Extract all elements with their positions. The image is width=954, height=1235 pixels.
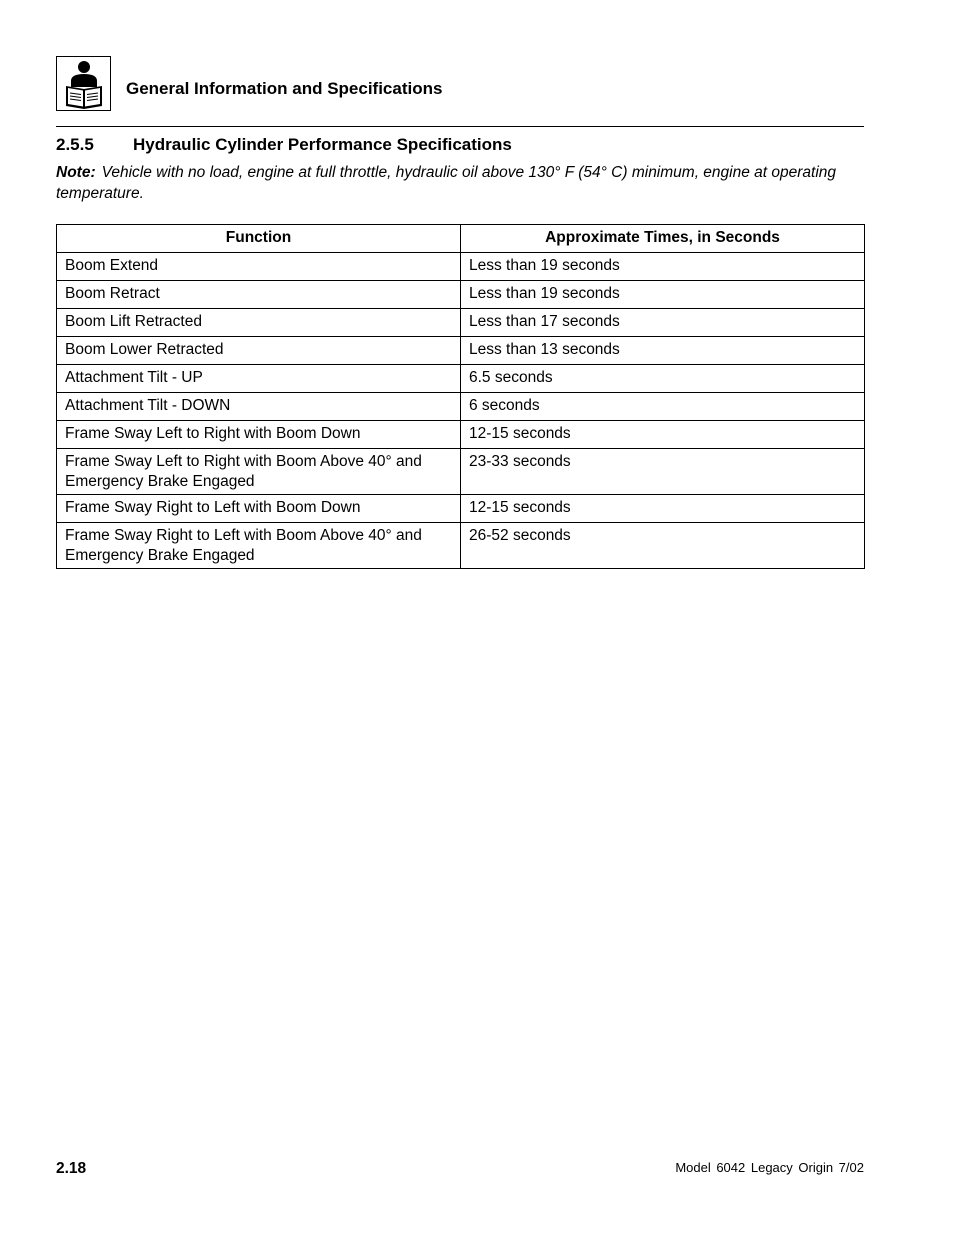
table-header-row <box>57 225 865 253</box>
function-cell: Boom Extend <box>57 253 461 281</box>
table-row <box>57 309 865 337</box>
time-cell: 6.5 seconds <box>461 365 865 393</box>
function-cell: Frame Sway Left to Right with Boom Down <box>57 421 461 449</box>
time-cell: 23-33 seconds <box>461 449 865 495</box>
table-row <box>57 449 865 495</box>
person-reading-manual-icon <box>56 56 111 111</box>
time-cell: 26-52 seconds <box>461 523 865 569</box>
page-number: 2.18 <box>56 1160 87 1177</box>
table-row <box>57 365 865 393</box>
function-cell: Boom Retract <box>57 281 461 309</box>
function-cell: Frame Sway Left to Right with Boom Above 40° and Emergency Brake Engaged <box>57 449 461 495</box>
column-header-function: Function <box>57 225 461 253</box>
table-row <box>57 253 865 281</box>
function-cell: Attachment Tilt - UP <box>57 365 461 393</box>
table-row <box>57 421 865 449</box>
section-heading <box>56 135 512 155</box>
header-divider <box>56 126 864 127</box>
table-row <box>57 393 865 421</box>
time-cell: 12-15 seconds <box>461 421 865 449</box>
section-title: Hydraulic Cylinder Performance Specifications <box>133 135 512 154</box>
time-cell: Less than 17 seconds <box>461 309 865 337</box>
time-cell: 6 seconds <box>461 393 865 421</box>
page-header-title: General Information and Specifications <box>126 79 443 98</box>
column-header-time: Approximate Times, in Seconds <box>461 225 865 253</box>
time-cell: Less than 19 seconds <box>461 281 865 309</box>
note-text: Vehicle with no load, engine at full throttle, hydraulic oil above 130° F (54° C) minimum, engine at operating temperature. <box>56 164 837 202</box>
function-cell: Frame Sway Right to Left with Boom Down <box>57 495 461 523</box>
specifications-table <box>56 224 865 569</box>
function-cell: Boom Lift Retracted <box>57 309 461 337</box>
note-label: Note: <box>56 164 96 181</box>
time-cell: Less than 19 seconds <box>461 253 865 281</box>
note <box>56 162 856 204</box>
function-cell: Attachment Tilt - DOWN <box>57 393 461 421</box>
table-row <box>57 337 865 365</box>
footer-model-info: Model 6042 Legacy Origin 7/02 <box>675 1160 864 1175</box>
time-cell: 12-15 seconds <box>461 495 865 523</box>
table-row <box>57 281 865 309</box>
section-number: 2.5.5 <box>56 135 94 154</box>
table-row <box>57 523 865 569</box>
function-cell: Frame Sway Right to Left with Boom Above 40° and Emergency Brake Engaged <box>57 523 461 569</box>
function-cell: Boom Lower Retracted <box>57 337 461 365</box>
table-row <box>57 495 865 523</box>
time-cell: Less than 13 seconds <box>461 337 865 365</box>
